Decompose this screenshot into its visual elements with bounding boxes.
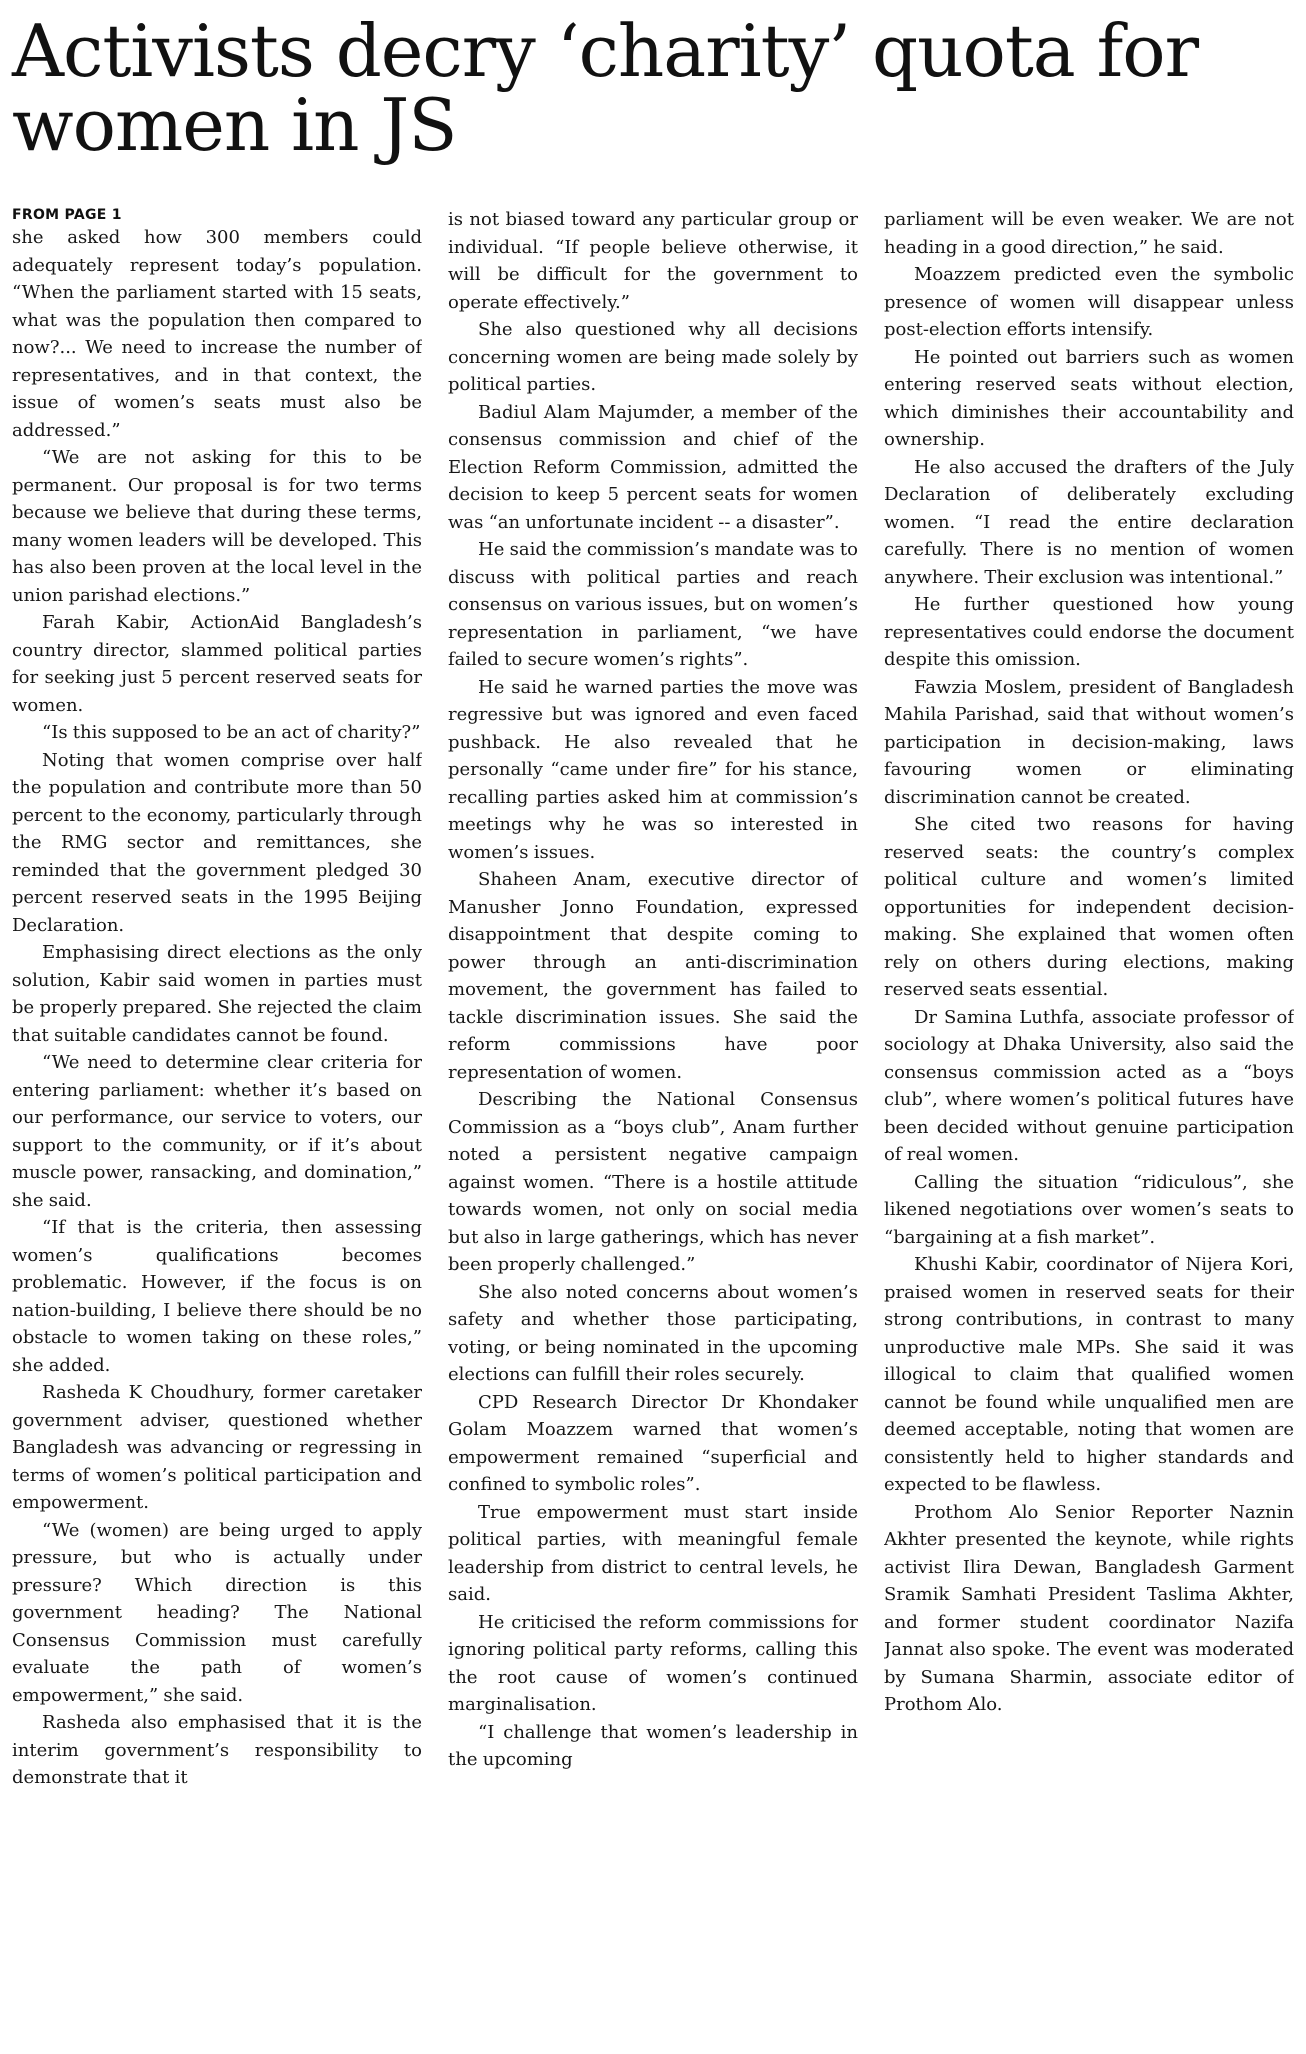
headline: Activists decry ‘charity’ quota for women in JS (12, 9, 1199, 167)
paragraph: Fawzia Moslem, president of Bangladesh Mahila Parishad, said that without women’s participation in decision-making, laws favouring women or eliminating discrimination cannot be created. (884, 676, 1294, 808)
paragraph: Rasheda K Choudhury, former caretaker government adviser, questioned whether Bangladesh was advancing or regressing in terms of women’s political participation and empowerment. (12, 1382, 422, 1513)
paragraph: True empowerment must start inside political parties, with meaningful female leadership from district to central levels, he said. (448, 1501, 858, 1605)
column-2 (448, 206, 858, 2048)
paragraph: Noting that women comprise over half the population and contribute more than 50 percent to the economy, particularly through the RMG sector and remittances, she reminded that the government pledged 30 percent reserved seats in the 1995 Beijing Declaration. (12, 749, 422, 936)
paragraph: He said he warned parties the move was regressive but was ignored and even faced pushback. He also revealed that he personally “came under fire” for his stance, recalling parties asked him at commission’s meetings why he was so interested in women’s issues. (448, 676, 858, 863)
paragraph: He pointed out barriers such as women entering reserved seats without election, which diminishes their accountability and ownership. (884, 346, 1294, 450)
paragraph: He further questioned how young representatives could endorse the document despite this omission. (884, 594, 1294, 670)
paragraph: She cited two reasons for having reserved seats: the country’s complex political culture and women’s limited opportunities for independent decision-making. She explained that women often rely on others during elections, making reserved seats essential. (884, 814, 1294, 1000)
paragraph: “If that is the criteria, then assessing women’s qualifications becomes problematic. However, if the focus is on nation-building, I believe there should be no obstacle to women taking on these roles,” she added. (12, 1217, 422, 1376)
paragraph: Rasheda also emphasised that it is the interim government’s responsibility to demonstrate that it (12, 1712, 422, 1788)
paragraph: Shaheen Anam, executive director of Manusher Jonno Foundation, expressed disappointment that despite coming to power through an anti-discrimination movement, the government has failed to tackle discrimination issues. She said the reform commissions have poor representation of women. (448, 869, 858, 1083)
paragraph: “I challenge that women’s leadership in the upcoming (448, 1721, 858, 1770)
paragraph: Prothom Alo Senior Reporter Naznin Akhter presented the keynote, while rights activist Ilira Dewan, Bangladesh Garment Sramik Samhati President Taslima Akhter, and former student coordinator Nazifa Jannat also spoke. The event was moderated by Sumana Sharmin, associate editor of Prothom Alo. (884, 1501, 1294, 1715)
paragraph: He also accused the drafters of the July Declaration of deliberately excluding women. “I read the entire declaration carefully. There is no mention of women anywhere. Their exclusion was intentional.” (884, 456, 1294, 588)
column-1 (12, 206, 422, 2048)
paragraph: is not biased toward any particular group or individual. “If people believe otherwise, it will be difficult for the government to operate effectively.” (448, 209, 858, 313)
paragraph: she asked how 300 members could adequately represent today’s population. “When the parliament started with 15 seats, what was the population then compared to now?... We need to increase the number of representatives, and in that context, the issue of women’s seats must also be addressed.” (12, 227, 422, 441)
continued-from-label: FROM PAGE 1 (12, 207, 122, 223)
paragraph: “We are not asking for this to be permanent. Our proposal is for two terms because we believe that during these terms, many women leaders will be developed. This has also been proven at the local level in the union parishad elections.” (12, 447, 422, 606)
paragraph: Farah Kabir, ActionAid Bangladesh’s country director, slammed political parties for seeking just 5 percent reserved seats for women. (12, 612, 422, 716)
paragraph: He said the commission’s mandate was to discuss with political parties and reach consensus on various issues, but on women’s representation in parliament, “we have failed to secure women’s rights”. (448, 539, 858, 670)
paragraph: He criticised the reform commissions for ignoring political party reforms, calling this the root cause of women’s continued marginalisation. (448, 1611, 858, 1715)
paragraph: Moazzem predicted even the symbolic presence of women will disappear unless post-election efforts intensify. (884, 264, 1294, 340)
paragraph: Emphasising direct elections as the only solution, Kabir said women in parties must be properly prepared. She rejected the claim that suitable candidates cannot be found. (12, 942, 422, 1046)
article-body (12, 206, 1294, 2048)
paragraph: “We (women) are being urged to apply pressure, but who is actually under pressure? Which direction is this government heading? The National Consensus Commission must carefully evaluate the path of women’s empowerment,” she said. (12, 1519, 422, 1706)
paragraph: She also questioned why all decisions concerning women are being made solely by political parties. (448, 319, 858, 395)
paragraph: “We need to determine clear criteria for entering parliament: whether it’s based on our performance, our service to voters, our support to the community, or if it’s about muscle power, ransacking, and domination,” she said. (12, 1052, 422, 1211)
paragraph: “Is this supposed to be an act of charity?” (42, 722, 421, 743)
paragraph: She also noted concerns about women’s safety and whether those participating, voting, or being nominated in the upcoming elections can fulfill their roles securely. (448, 1281, 858, 1385)
paragraph: Describing the National Consensus Commission as a “boys club”, Anam further noted a persistent negative campaign against women. “There is a hostile attitude towards women, not only on social media but also in large gatherings, which has never been properly challenged.” (448, 1089, 858, 1275)
paragraph: Dr Samina Luthfa, associate professor of sociology at Dhaka University, also said the consensus commission acted as a “boys club”, where women’s political futures have been decided without genuine participation of real women. (884, 1006, 1294, 1165)
column-3 (884, 206, 1294, 2048)
paragraph: Calling the situation “ridiculous”, she likened negotiations over women’s seats to “bargaining at a fish market”. (884, 1171, 1294, 1248)
paragraph: CPD Research Director Dr Khondaker Golam Moazzem warned that women’s empowerment remained “superficial and confined to symbolic roles”. (448, 1391, 858, 1495)
paragraph: Khushi Kabir, coordinator of Nijera Kori, praised women in reserved seats for their strong contributions, in contrast to many unproductive male MPs. She said it was illogical to claim that qualified women cannot be found while unqualified men are deemed acceptable, noting that women are consistently held to higher standards and expected to be flawless. (884, 1254, 1294, 1495)
paragraph: parliament will be even weaker. We are not heading in a good direction,” he said. (884, 209, 1294, 258)
paragraph: Badiul Alam Majumder, a member of the consensus commission and chief of the Election Reform Commission, admitted the decision to keep 5 percent seats for women was “an unfortunate incident -- a disaster”. (448, 401, 858, 533)
